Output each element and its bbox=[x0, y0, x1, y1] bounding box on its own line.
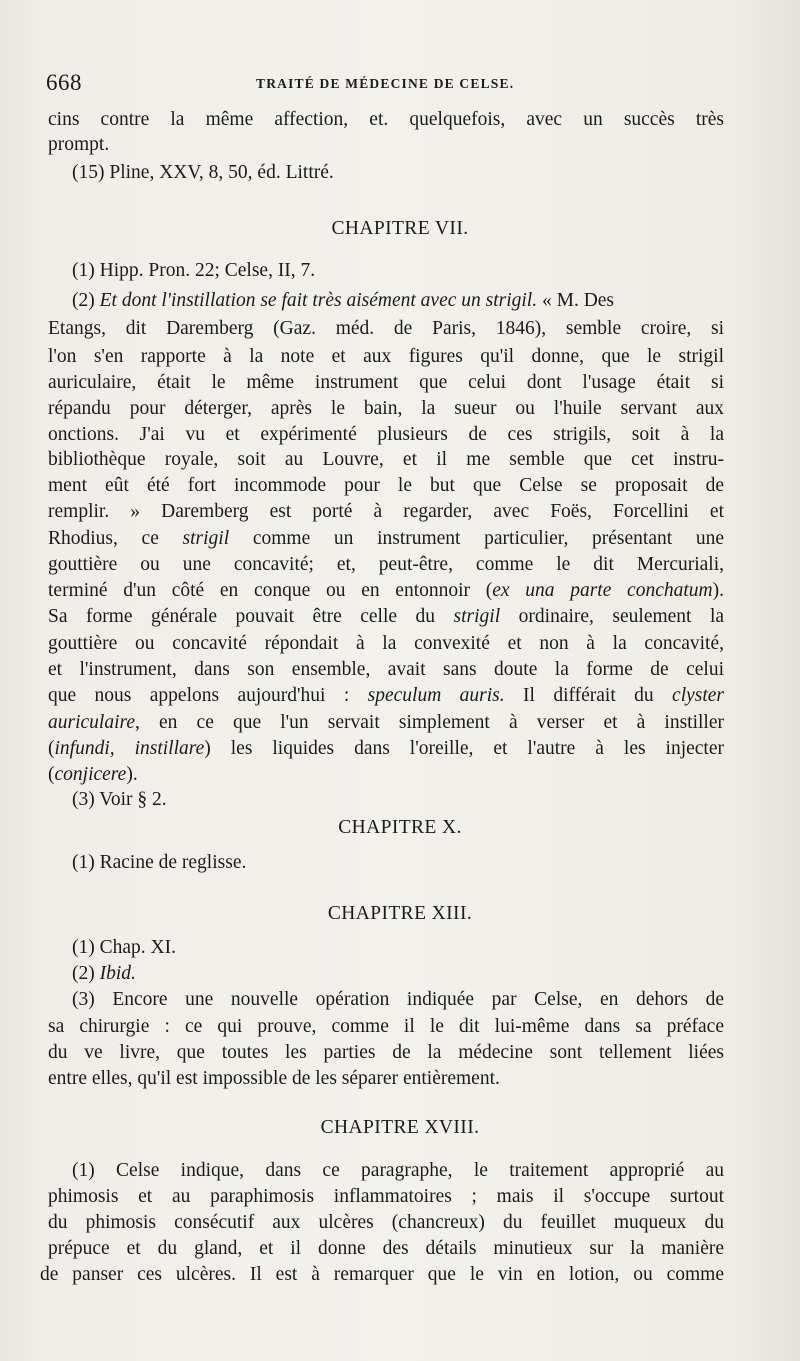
text-line: (1) Celse indique, dans ce paragraphe, le traitement approprié au bbox=[72, 1160, 724, 1181]
text-fragment: ( bbox=[48, 738, 55, 759]
text-line: bibliothèque royale, soit au Louvre, et il me semble que cet instru- bbox=[48, 449, 724, 470]
running-title: TRAITÉ DE MÉDECINE DE CELSE. bbox=[256, 76, 515, 91]
text-line: prompt. bbox=[48, 134, 110, 155]
text-fragment: Sa forme générale pouvait être celle du bbox=[48, 606, 436, 627]
footnote-1: (1) Racine de reglisse. bbox=[72, 852, 247, 873]
latin-term: clyster bbox=[672, 685, 725, 706]
latin-term: strigil bbox=[182, 528, 230, 549]
footnote-15: (15) Pline, XXV, 8, 50, éd. Littré. bbox=[72, 162, 334, 183]
text-line: l'on s'en rapporte à la note et aux figures qu'il donne, que le strigil bbox=[48, 346, 724, 367]
text-fragment: Il différait du bbox=[523, 685, 654, 706]
text-line: de panser ces ulcères. Il est à remarquer que le vin en lotion, ou comme bbox=[40, 1264, 724, 1285]
chapter-heading-7: CHAPITRE VII. bbox=[331, 218, 469, 239]
footnote-number: (2) bbox=[72, 963, 95, 984]
footnote-1: (1) Hipp. Pron. 22; Celse, II, 7. bbox=[72, 260, 316, 281]
text-line: du ve livre, que toutes les parties de la médecine sont tellement liées bbox=[48, 1042, 724, 1063]
text-line: répandu pour déterger, après le bain, la sueur ou l'huile servant aux bbox=[48, 398, 724, 419]
text-fragment: ( bbox=[48, 764, 55, 785]
text-line: gouttière ou concavité répondait à la convexité et non à la concavité, bbox=[48, 633, 724, 654]
latin-term: speculum auris. bbox=[367, 685, 505, 706]
text-line bbox=[48, 527, 724, 551]
chapter-heading-13: CHAPITRE XIII. bbox=[327, 903, 473, 924]
latin-term: Ibid. bbox=[99, 963, 136, 984]
text-line bbox=[48, 684, 724, 708]
footnote-3: (3) Voir § 2. bbox=[72, 789, 167, 810]
text-line bbox=[48, 605, 724, 629]
latin-term: conjicere bbox=[54, 764, 127, 785]
text-fragment: ). bbox=[126, 764, 138, 785]
footnote-1: (1) Chap. XI. bbox=[72, 937, 176, 958]
text-fragment: , en ce que l'un servait simplement à verser et à instiller bbox=[135, 712, 724, 733]
latin-term: ex una parte conchatum bbox=[492, 580, 713, 601]
text-fragment: comme un instrument particulier, présentant une bbox=[252, 528, 724, 549]
footnote-2-first-line bbox=[72, 289, 614, 313]
text-fragment: ) les liquides dans l'oreille, et l'autre à les injecter bbox=[204, 738, 724, 759]
latin-term: strigil bbox=[453, 606, 501, 627]
text-line: (3) Encore une nouvelle opération indiquée par Celse, en dehors de bbox=[72, 989, 724, 1010]
text-line: prépuce et du gland, et il donne des détails minutieux sur la manière bbox=[48, 1238, 724, 1259]
text-line: gouttière ou une concavité; et, peut-être, comme le dit Mercuriali, bbox=[48, 554, 724, 575]
text-fragment: ). bbox=[712, 580, 724, 601]
text-line: du phimosis consécutif aux ulcères (chancreux) du feuillet muqueux du bbox=[48, 1212, 724, 1233]
text-line: entre elles, qu'il est impossible de les séparer entièrement. bbox=[48, 1068, 500, 1089]
text-line: auriculaire, était le même instrument que celui dont l'usage était si bbox=[48, 372, 724, 393]
text-fragment: ordinaire, seulement la bbox=[518, 606, 725, 627]
text-line bbox=[48, 763, 138, 787]
text-line: cins contre la même affection, et. quelquefois, avec un succès très bbox=[48, 109, 724, 130]
page-number: 668 bbox=[46, 70, 82, 95]
text-fragment: que nous appelons aujourd'hui : bbox=[48, 685, 350, 706]
chapter-heading-18: CHAPITRE XVIII. bbox=[320, 1117, 480, 1138]
latin-term: infundi, instillare bbox=[54, 738, 205, 759]
text-line bbox=[48, 579, 724, 603]
text-line bbox=[48, 737, 724, 761]
text-line: phimosis et au paraphimosis inflammatoires ; mais il s'occupe surtout bbox=[48, 1186, 724, 1207]
text-line: Etangs, dit Daremberg (Gaz. méd. de Paris, 1846), semble croire, si bbox=[48, 318, 724, 339]
text-line: et l'instrument, dans son ensemble, avait sans doute la forme de celui bbox=[48, 659, 724, 680]
text-fragment: Rhodius, ce bbox=[48, 528, 159, 549]
text-line: sa chirurgie : ce qui prouve, comme il le dit lui-même dans sa préface bbox=[48, 1016, 724, 1037]
chapter-heading-10: CHAPITRE X. bbox=[338, 817, 462, 838]
footnote-number: (2) bbox=[72, 290, 95, 311]
text-line: remplir. » Daremberg est porté à regarder, avec Foës, Forcellini et bbox=[48, 501, 724, 522]
text-line: ment eût été fort incommode pour le but que Celse se proposait de bbox=[48, 475, 724, 496]
text-fragment: terminé d'un côté en conque ou en entonnoir ( bbox=[48, 580, 493, 601]
text-fragment: « M. Des bbox=[541, 290, 615, 311]
text-line: onctions. J'ai vu et expérimenté plusieurs de ces strigils, soit à la bbox=[48, 424, 724, 445]
latin-term: auriculaire bbox=[48, 712, 136, 733]
text-line bbox=[48, 711, 724, 735]
footnote-2 bbox=[72, 962, 136, 986]
quoted-phrase: Et dont l'instillation se fait très aisément avec un strigil. bbox=[99, 290, 538, 311]
page-header bbox=[46, 70, 746, 100]
